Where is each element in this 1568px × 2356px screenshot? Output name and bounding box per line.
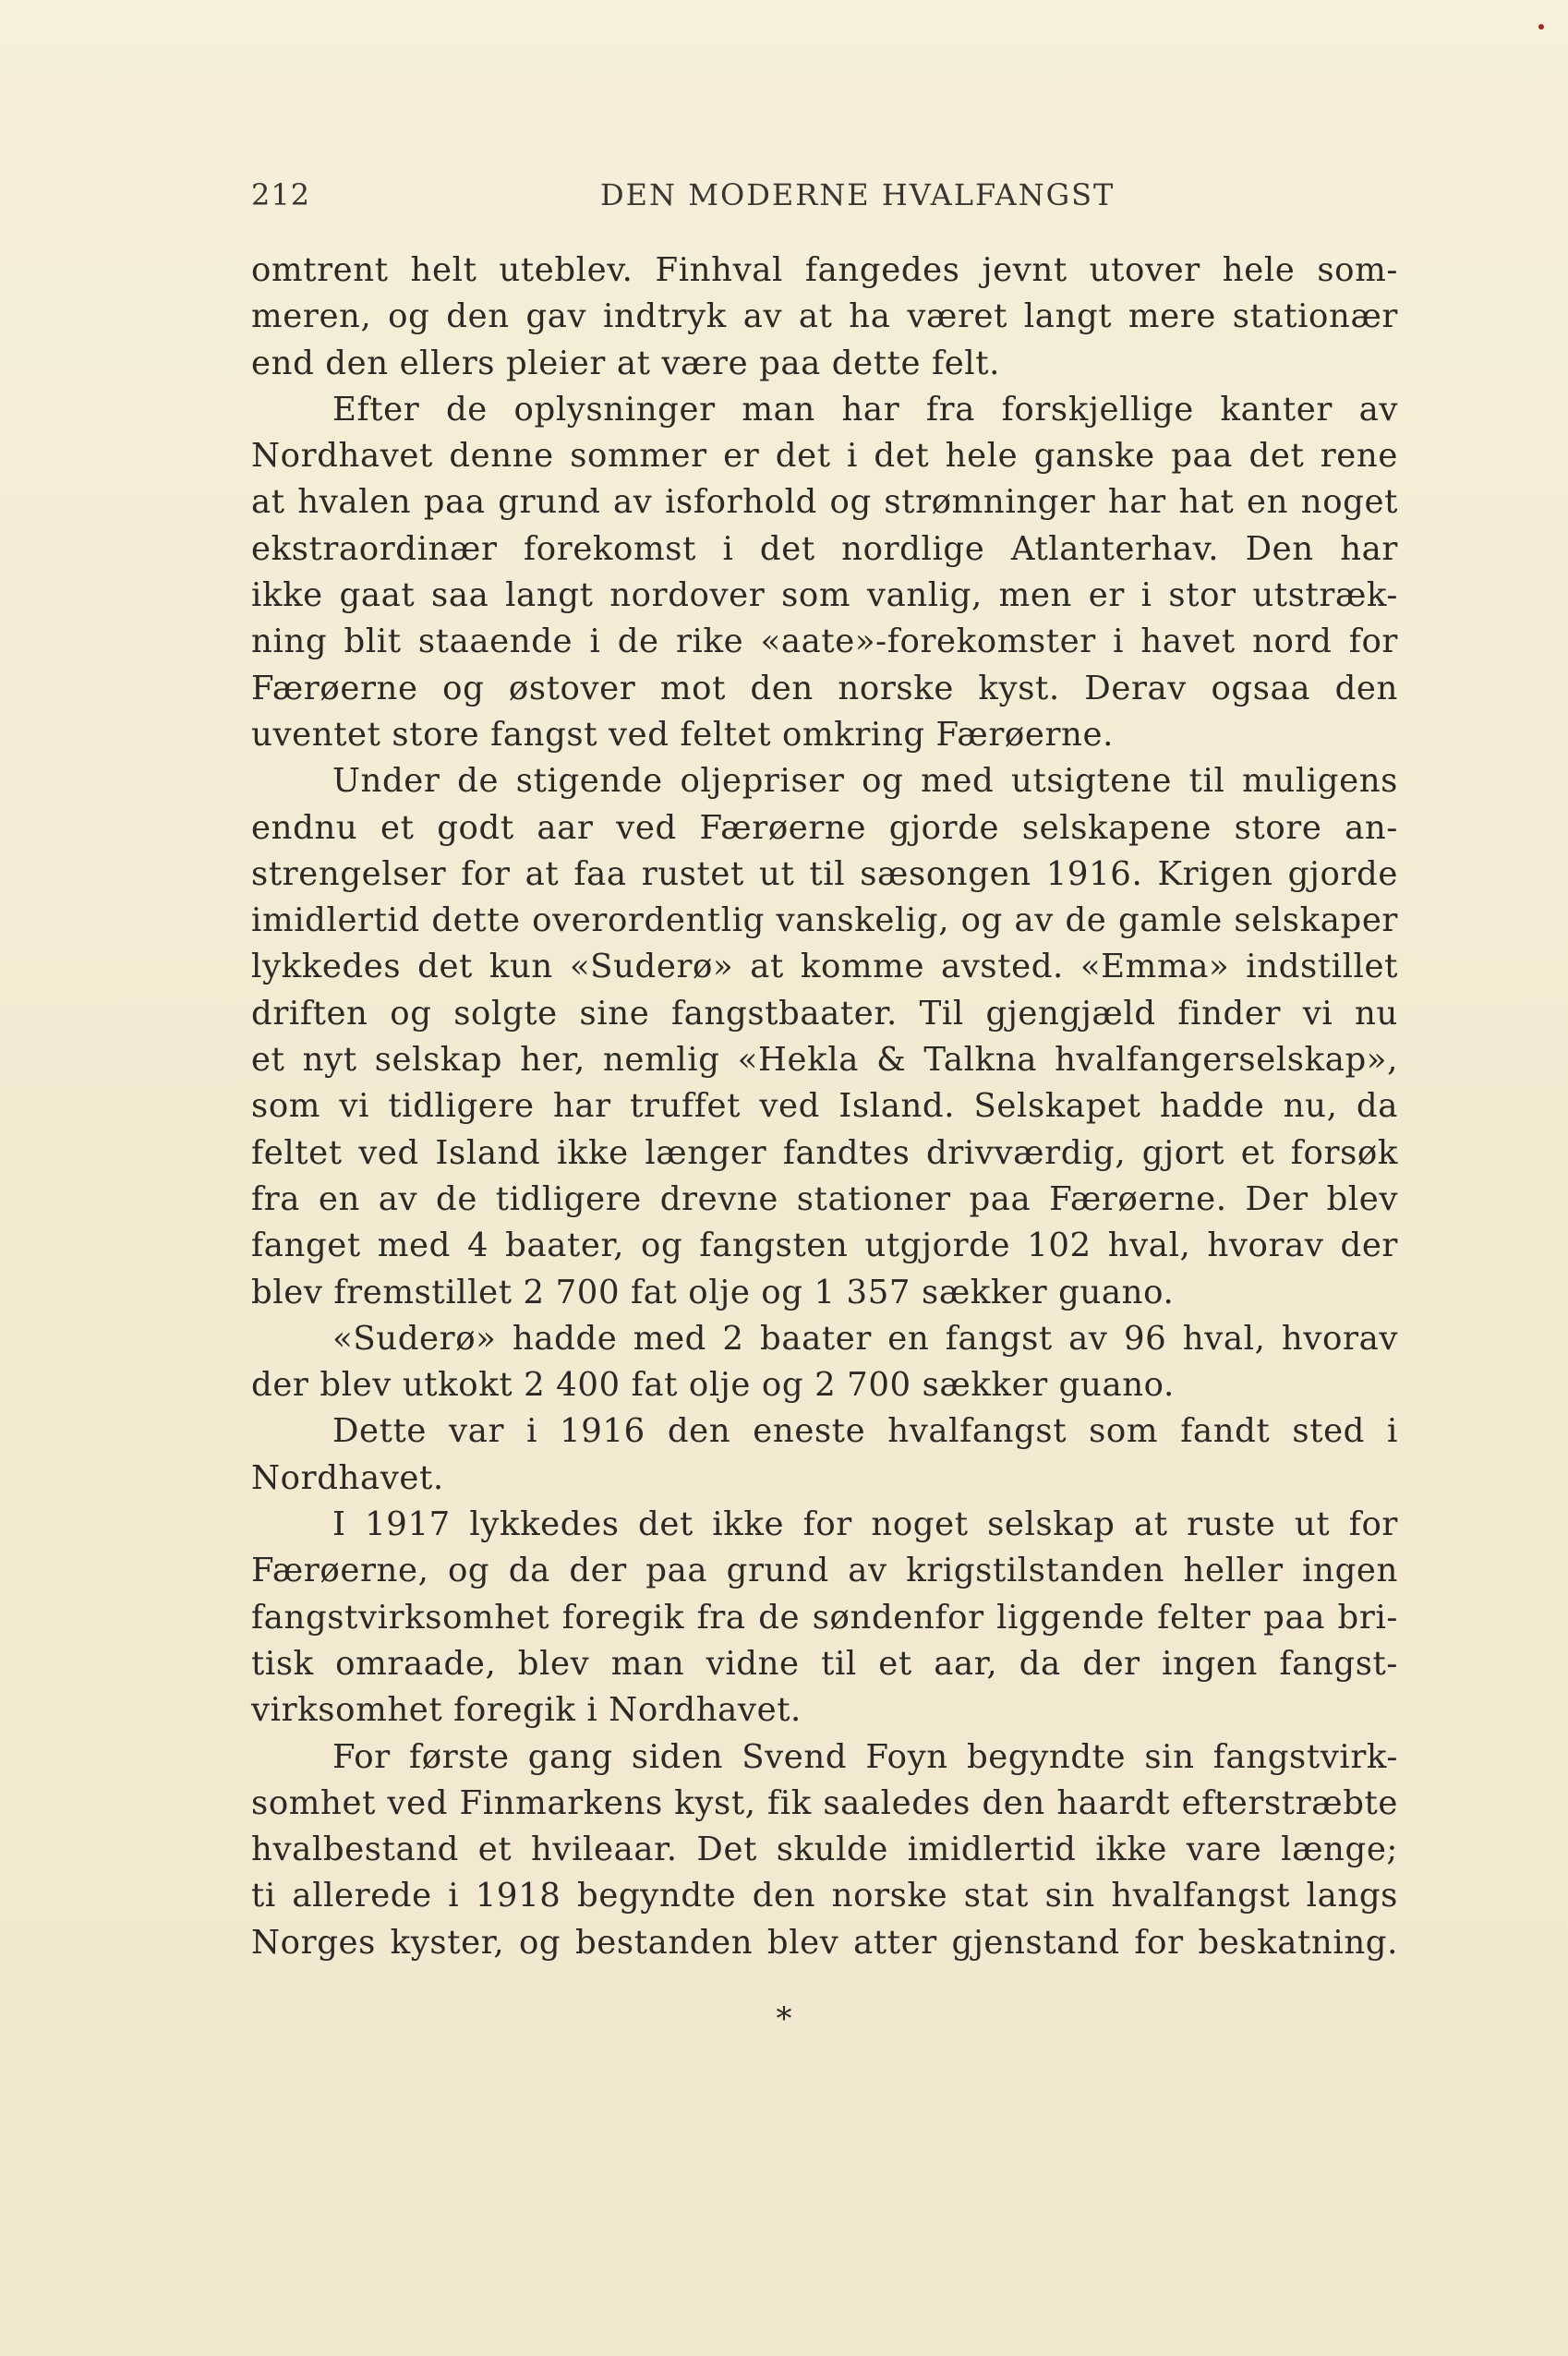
text-line: driften og solgte sine fangstbaater. Til gjengjæld finder vi nu xyxy=(251,994,1398,1033)
page-number: 212 xyxy=(251,177,311,212)
text-line: feltet ved Island ikke længer fandtes drivværdig, gjort et forsøk xyxy=(251,1133,1398,1172)
text-line: fra en av de tidligere drevne stationer paa Færøerne. Der blev xyxy=(251,1179,1398,1218)
text-line: at hvalen paa grund av isforhold og strømninger har hat en noget xyxy=(251,483,1398,522)
text-line: strengelser for at faa rustet ut til sæsongen 1916. Krigen gjorde xyxy=(251,854,1398,893)
text-line: imidlertid dette overordentlig vanskelig, og av de gamle selskaper xyxy=(251,901,1398,940)
text-line: hvalbestand et hvileaar. Det skulde imidlertid ikke vare længe; xyxy=(251,1830,1398,1869)
text-line: blev fremstillet 2 700 fat olje og 1 357 sækker guano. xyxy=(251,1273,1175,1311)
text-line: Dette var i 1916 den eneste hvalfangst som fandt sted i xyxy=(332,1412,1398,1451)
text-line: I 1917 lykkedes det ikke for noget selskap at ruste ut for xyxy=(332,1505,1398,1544)
text-line: ekstraordinær forekomst i det nordlige Atlanterhav. Den har xyxy=(251,529,1398,568)
text-line: ning blit staaende i de rike «aate»-forekomster i havet nord for xyxy=(251,622,1398,661)
text-line: somhet ved Finmarkens kyst, fik saaledes den haardt efterstræbte xyxy=(251,1783,1398,1822)
text-line: Under de stigende oljepriser og med utsigtene til muligens xyxy=(332,762,1398,801)
text-line: Norges kyster, og bestanden blev atter gjenstand for beskatning. xyxy=(251,1923,1398,1962)
text-line: uventet store fangst ved feltet omkring Færøerne. xyxy=(251,715,1115,754)
text-line: endnu et godt aar ved Færøerne gjorde selskapene store an- xyxy=(251,808,1398,847)
text-line: meren, og den gav indtryk av at ha været langt mere stationær xyxy=(251,297,1398,336)
text-line: Nordhavet. xyxy=(251,1458,444,1497)
text-line: «Suderø» hadde med 2 baater en fangst av 96 hval, hvorav xyxy=(332,1319,1398,1358)
text-line: et nyt selskap her, nemlig «Hekla & Talkna hvalfangerselskap», xyxy=(251,1041,1398,1080)
text-line: der blev utkokt 2 400 fat olje og 2 700 sækker guano. xyxy=(251,1366,1175,1405)
body-text xyxy=(251,248,1398,1966)
text-line: For første gang siden Svend Foyn begyndte sin fangstvirk- xyxy=(332,1737,1398,1776)
text-line: Færøerne, og da der paa grund av krigstilstanden heller ingen xyxy=(251,1552,1398,1590)
text-line: fanget med 4 baater, og fangsten utgjorde 102 hval, hvorav der xyxy=(251,1226,1398,1265)
text-line: fangstvirksomhet foregik fra de søndenfor liggende felter paa bri- xyxy=(251,1598,1398,1637)
text-line: ti allerede i 1918 begyndte den norske stat sin hvalfangst langs xyxy=(251,1877,1398,1915)
text-line: som vi tidligere har truffet ved Island. Selskapet hadde nu, da xyxy=(251,1087,1398,1126)
running-header xyxy=(251,177,1396,224)
text-line: omtrent helt uteblev. Finhval fangedes jevnt utover hele som- xyxy=(251,251,1398,289)
running-title: DEN MODERNE HVALFANGST xyxy=(600,177,1116,212)
text-line: Færøerne og østover mot den norske kyst. Derav ogsaa den xyxy=(251,669,1398,707)
text-line: tisk omraade, blev man vidne til et aar, da der ingen fangst- xyxy=(251,1644,1398,1683)
text-line: end den ellers pleier at være paa dette felt. xyxy=(251,344,1001,382)
section-separator: * xyxy=(776,2000,792,2037)
text-line: Nordhavet denne sommer er det i det hele ganske paa det rene xyxy=(251,437,1398,476)
edge-ink-mark xyxy=(1538,24,1544,30)
text-line: ikke gaat saa langt nordover som vanlig, men er i stor utstræk- xyxy=(251,576,1398,615)
text-line: Efter de oplysninger man har fra forskjellige kanter av xyxy=(332,390,1398,429)
text-line: lykkedes det kun «Suderø» at komme avsted. «Emma» indstillet xyxy=(251,948,1398,986)
text-line: virksomhet foregik i Nordhavet. xyxy=(251,1691,802,1730)
